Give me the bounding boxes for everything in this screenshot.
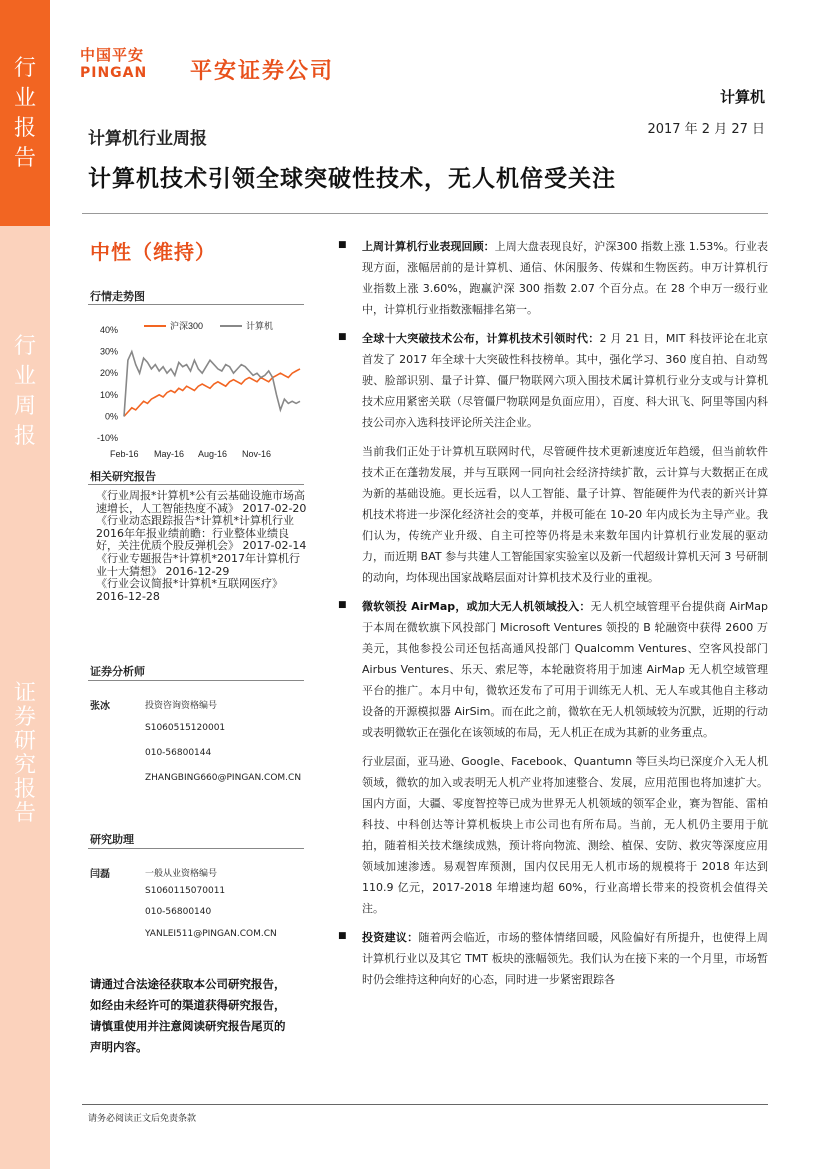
body-paragraph: [336, 927, 768, 990]
report-type: 计算机行业周报: [88, 129, 207, 149]
section-divider: [88, 680, 304, 681]
x-tick-label: Feb-16: [110, 449, 139, 459]
body-paragraph: [336, 441, 768, 588]
sidebar-char: 报: [13, 777, 36, 802]
body-paragraph: [336, 751, 768, 919]
footer-note: 请务必阅读正文后免责条款: [88, 1114, 197, 1124]
y-tick-label: -10%: [96, 433, 118, 443]
related-report-item[interactable]: 《行业专题报告*计算机*2017年计算机行业十大猜想》 2016-12-29: [96, 551, 300, 578]
company-name: 平安证券公司: [190, 59, 335, 84]
paragraph-text: 上周大盘表现良好，沪深300 指数上涨 1.53%。行业表现方面，涨幅居前的是计算机、通信、休闲服务、传媒和生物医药。申万计算机行业指数上涨 3.60%，跑赢沪深 300 指数 2.07 个百分点。在 28 个申万一级行业中，计算机行业指数涨幅排名第一。: [362, 240, 768, 316]
sidebar-label-research: [0, 682, 50, 826]
section-divider: [88, 484, 304, 485]
bullet-icon: ■: [338, 240, 347, 250]
sidebar-char: 券: [13, 705, 36, 730]
sidebar-char: 周: [13, 394, 36, 419]
paragraph-lead: 微软领投 AirMap，或加大无人机领域投入：: [362, 600, 591, 613]
trend-chart-title: 行情走势图: [90, 290, 145, 303]
paragraph-text: 当前我们正处于计算机互联网时代，尽管硬件技术更新速度近年趋缓，但当前软件技术正在蓬勃发展，并与互联网一同向社会经济持续扩散，云计算与大数据正在成为新的基础设施。更长远看，以人工智能、量子计算、智能硬件为代表的新兴计算机技术将进一步深化经济社会的变革，并极可能在 10-20 年内成长为主导产业。我们认为，传统产业升级、自主可控等仍将是未来数年国内计算机行业发展的驱动力，而近期 BAT 参与共建人工智能国家实验室以及新一代超级计算机天河 3 号研制的动向，均体现出国家战略层面对计算机技术及行业的重视。: [362, 445, 768, 584]
sidebar-label-weekly: [0, 332, 50, 452]
sidebar-char: 行: [13, 334, 36, 359]
assistant-email[interactable]: YANLEI511@PINGAN.COM.CN: [145, 929, 277, 939]
analyst-cert-label: 投资咨询资格编号: [145, 701, 218, 711]
logo: [80, 44, 147, 81]
sidebar-char: 告: [13, 146, 36, 171]
assistant-cert-no: S1060115070011: [145, 886, 226, 896]
section-divider: [88, 848, 304, 849]
logo-cn: 中国平安: [80, 46, 145, 64]
report-date: 2017 年 2 月 27 日: [647, 122, 765, 137]
body-paragraph: [336, 596, 768, 743]
analyst-title: 证券分析师: [90, 665, 145, 678]
assistant-cert-label: 一般从业资格编号: [145, 869, 218, 879]
body-paragraph: [336, 328, 768, 433]
paragraph-lead: 全球十大突破技术公布，计算机技术引领时代：: [362, 332, 600, 345]
sidebar-char: 业: [13, 364, 36, 389]
related-report-item[interactable]: 《行业周报*计算机*公有云基础设施市场高速增长，人工智能热度不减》 2017-02-20: [96, 489, 307, 515]
y-tick-label: 30%: [99, 346, 118, 357]
bullet-icon: ■: [338, 332, 347, 342]
rating: 中性（维持）: [90, 240, 216, 264]
body-paragraph: [336, 236, 768, 320]
legend-label: 沪深300: [170, 321, 204, 331]
bullet-icon: ■: [338, 931, 347, 941]
logo-en: PINGAN: [80, 65, 148, 81]
sidebar-char: 业: [13, 86, 36, 111]
sidebar-char: 行: [13, 56, 36, 81]
paragraph-text: 无人机空域管理平台提供商 AirMap 于本周在微软旗下风投部门 Microsoft Ventures 领投的 B 轮融资中获得 2600 万美元，其他参投公司还包括高通风投部门 Qualcomm Ventures、空客风投部门 Airbus Ventures、乐天、索尼等，本轮融资将用于加速 AirMap 无人机空域管理平台的推广。本月中旬，微软还发布了可用于训练无人机、无人车或其他自主移动设备的开源模拟器 AirSim。而在此之前，微软在无人机领域较为沉默，近期的行动或表明微软正在强化在该领域的布局，无人机正在成为其新的业务重点。: [362, 600, 768, 739]
page-title: 计算机技术引领全球突破性技术，无人机倍受关注: [88, 166, 616, 192]
sidebar-label-industry-report: [0, 54, 50, 174]
sidebar-char: 报: [13, 424, 36, 449]
x-tick-label: May-16: [154, 449, 185, 459]
analyst-phone: 010-56800144: [145, 748, 212, 758]
paragraph-text: 随着两会临近，市场的整体情绪回暖，风险偏好有所提升，也使得上周计算机行业以及其它 TMT 板块的涨幅领先。我们认为在接下来的一个月里，市场暂时仍会维持这种向好的心态，同时进一步紧密跟踪各: [362, 931, 769, 986]
legend-label: 计算机: [246, 321, 274, 331]
sidebar-char: 告: [13, 801, 36, 826]
sidebar-char: 究: [13, 753, 36, 778]
paragraph-text: 2 月 21 日，MIT 科技评论在北京首发了 2017 年全球十大突破性科技榜单。其中，强化学习、360 度自拍、自动驾驶、脸部识别、量子计算、僵尸物联网六项入围技术属计算机行业分支或与计算机技术应用紧密关联（尽管僵尸物联网是负面应用），百度、科大讯飞、阿里等国内科技公司亦入选科技评论所关注企业。: [362, 332, 769, 429]
sidebar-char: 报: [13, 116, 36, 141]
assistant-title: 研究助理: [90, 833, 134, 846]
assistant-name: 闫磊: [90, 869, 110, 880]
bullet-icon: ■: [338, 600, 347, 610]
analyst-name: 张冰: [90, 701, 110, 712]
paragraph-lead: 投资建议：: [362, 931, 419, 944]
y-tick-label: 10%: [99, 389, 118, 400]
sidebar-char: 证: [13, 681, 36, 706]
sidebar-char: 研: [13, 729, 36, 754]
series-line-1: [124, 352, 300, 417]
disclaimer: 请通过合法途径获取本公司研究报告，如经由未经许可的渠道获得研究报告，请慎重使用并注意阅读研究报告尾页的声明内容。: [90, 977, 286, 1054]
footer-divider: [82, 1104, 768, 1105]
industry-label: 计算机: [719, 88, 765, 106]
section-divider: [88, 304, 304, 305]
header-divider: [82, 213, 768, 214]
related-report-item[interactable]: 《行业会议简报*计算机*互联网医疗》 2016-12-28: [96, 577, 283, 603]
x-tick-label: Nov-16: [242, 449, 272, 459]
analyst-cert-no: S1060515120001: [145, 723, 226, 733]
related-report-list: [96, 490, 310, 603]
related-report-item[interactable]: 《行业动态跟踪报告*计算机*计算机行业2016年年报业绩前瞻：行业整体业绩良好，关注优质个股反弹机会》 2017-02-14: [96, 514, 307, 553]
series-line-0: [124, 369, 300, 417]
trend-chart: [88, 312, 306, 464]
analyst-email[interactable]: ZHANGBING660@PINGAN.COM.CN: [145, 773, 302, 783]
related-title: 相关研究报告: [90, 470, 156, 483]
y-tick-label: 40%: [99, 325, 118, 335]
x-tick-label: Aug-16: [198, 449, 228, 459]
paragraph-lead: 上周计算机行业表现回顾：: [362, 240, 495, 253]
paragraph-text: 行业层面，亚马逊、Google、Facebook、Quantumn 等巨头均已深度介入无人机领域，微软的加入或表明无人机产业将加速整合、发展，应用范围也将加速扩大。国内方面，大疆、零度智控等已成为世界无人机领域的领军企业，赛为智能、雷柏科技、中科创达等计算机板块上市公司也有所布局。当前，无人机仍主要用于航拍，随着相关技术继续成熟，预计将向物流、测绘、植保、安防、救灾等深度应用领域加速渗透。易观智库预测，国内仅民用无人机市场的规模将于 2018 年达到 110.9 亿元，2017-2018 年增速均超 60%，行业高增长带来的投资机会值得关注。: [362, 755, 768, 915]
assistant-phone: 010-56800140: [145, 907, 212, 917]
y-tick-label: 0%: [104, 411, 118, 422]
y-tick-label: 20%: [99, 368, 118, 379]
main-content: [336, 236, 768, 998]
